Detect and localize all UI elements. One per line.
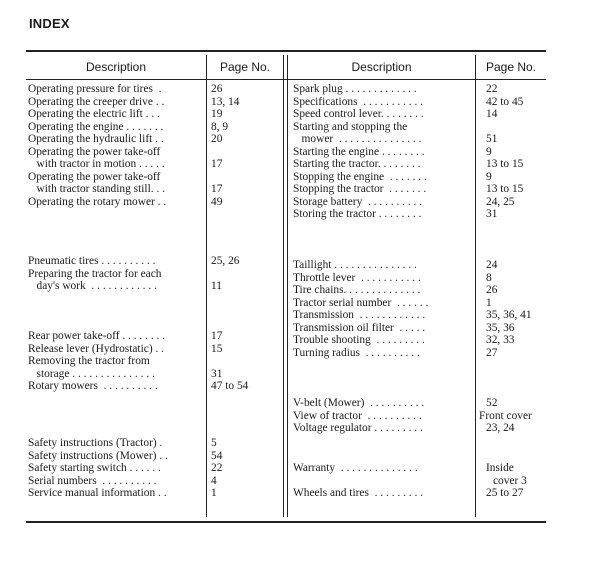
- left-entry-description: storage . . . . . . . . . . . . . . .: [28, 367, 155, 380]
- right-entry-page: 26: [486, 284, 498, 296]
- right-entry-description: Starting the tractor. . . . . . . .: [293, 158, 421, 170]
- left-entry-description: Operating the power take-off: [28, 170, 161, 183]
- right-entry-page: Inside: [486, 462, 514, 474]
- right-entry-description: Tire chains. . . . . . . . . . . . . .: [293, 284, 421, 296]
- left-entry-description: Operating the electric lift . . .: [28, 108, 160, 120]
- column-divider-center-2: [287, 55, 288, 517]
- right-entry-description: Throttle lever . . . . . . . . . . .: [293, 271, 421, 284]
- right-entry-description: Speed control lever. . . . . . . .: [293, 108, 424, 120]
- right-entry-description: Trouble shooting . . . . . . . . .: [293, 334, 425, 346]
- left-entry-page: 47 to 54: [211, 380, 249, 392]
- left-entry-description: Operating the engine . . . . . . .: [28, 120, 164, 133]
- left-entry-page: 22: [211, 462, 223, 474]
- page-title: INDEX: [29, 16, 70, 31]
- right-entry-description: Wheels and tires . . . . . . . . .: [293, 487, 424, 499]
- right-entry-page: 51: [486, 133, 498, 145]
- header-description-left: Description: [85, 60, 147, 74]
- right-entry-page: 32, 33: [486, 334, 515, 346]
- left-entry-page: 54: [211, 449, 223, 462]
- right-entry-page: 24, 25: [486, 195, 515, 208]
- right-entry-description: Tractor serial number . . . . . .: [293, 296, 429, 309]
- left-entry-description: with tractor standing still. . .: [28, 183, 165, 195]
- right-entry-description: View of tractor . . . . . . . . . .: [293, 409, 422, 422]
- right-entry-page: 14: [486, 108, 498, 120]
- left-entry-description: Rear power take-off . . . . . . . .: [28, 330, 166, 342]
- left-entry-description: Rotary mowers . . . . . . . . . .: [28, 380, 158, 392]
- left-entry-description: Pneumatic tires . . . . . . . . . .: [28, 255, 156, 267]
- left-entry-description: Operating the rotary mower . .: [28, 195, 167, 208]
- right-entry-page: Front cover: [479, 409, 532, 422]
- right-entry-description: Transmission oil filter . . . . .: [293, 321, 426, 334]
- left-entry-description: Removing the tractor from: [28, 355, 150, 367]
- right-entry-page: cover 3: [493, 474, 527, 487]
- right-entry-description: Storage battery . . . . . . . . . .: [293, 195, 423, 208]
- left-entry-page: 49: [211, 195, 223, 208]
- right-entry-description: Starting and stopping the: [293, 120, 408, 133]
- left-entry-page: 8, 9: [211, 120, 229, 133]
- right-entry-description: Specifications . . . . . . . . . . .: [293, 95, 424, 108]
- left-entry-page: 15: [211, 342, 223, 355]
- right-entry-page: 1: [486, 296, 492, 309]
- left-entry-description: Safety instructions (Mower) . .: [28, 449, 168, 462]
- left-entry-page: 26: [211, 83, 223, 95]
- table-top-rule: [26, 50, 546, 52]
- left-entry-page: 17: [211, 158, 223, 170]
- left-entry-page: 20: [211, 133, 223, 145]
- left-entry-page: 25, 26: [211, 255, 240, 267]
- left-entry-description: Operating the hydraulic lift . .: [28, 133, 164, 145]
- right-entry-page: 35, 36: [486, 321, 515, 334]
- right-entry-page: 13 to 15: [486, 183, 524, 195]
- right-entry-page: 13 to 15: [486, 158, 524, 170]
- right-entry-page: 42 to 45: [486, 95, 524, 108]
- left-entry-description: Service manual information . .: [28, 487, 167, 499]
- left-entry-description: Safety starting switch . . . . . .: [28, 462, 161, 474]
- right-entry-description: Warranty . . . . . . . . . . . . . .: [293, 462, 418, 474]
- right-entry-description: Taillight . . . . . . . . . . . . . . .: [293, 259, 417, 271]
- left-entry-description: Safety instructions (Tractor) .: [28, 437, 163, 449]
- left-entry-description: Operating the creeper drive . .: [28, 95, 165, 108]
- column-divider-left-page: [206, 55, 207, 517]
- right-entry-page: 9: [486, 145, 492, 158]
- left-entry-description: Operating pressure for tires .: [28, 83, 162, 95]
- left-entry-description: Operating the power take-off: [28, 145, 161, 158]
- left-entry-description: Serial numbers . . . . . . . . . .: [28, 474, 157, 487]
- right-entry-page: 8: [486, 271, 492, 284]
- left-entry-description: day's work . . . . . . . . . . . .: [28, 280, 157, 292]
- left-entry-page: 17: [211, 183, 223, 195]
- left-entry-description: Preparing the tractor for each: [28, 267, 162, 280]
- left-entry-page: 11: [211, 280, 222, 292]
- right-entry-page: 25 to 27: [486, 487, 524, 499]
- header-page-left: Page No.: [219, 60, 271, 74]
- column-divider-right-page: [475, 55, 476, 517]
- right-entry-page: 52: [486, 397, 498, 409]
- left-entry-page: 1: [211, 487, 217, 499]
- left-entry-page: 31: [211, 367, 223, 380]
- left-entry-page: 4: [211, 474, 217, 487]
- left-entry-page: 19: [211, 108, 223, 120]
- right-entry-page: 27: [486, 346, 498, 359]
- right-entry-description: Storing the tractor . . . . . . . .: [293, 208, 422, 220]
- left-entry-page: 17: [211, 330, 223, 342]
- left-entry-page: 13, 14: [211, 95, 240, 108]
- right-entry-page: 35, 36, 41: [486, 309, 532, 321]
- header-page-right: Page No.: [485, 60, 537, 74]
- header-description-right: Description: [351, 60, 412, 74]
- left-entry-page: 5: [211, 437, 217, 449]
- right-entry-description: Turning radius . . . . . . . . . .: [293, 346, 420, 359]
- right-entry-description: Starting the engine . . . . . . . .: [293, 145, 425, 158]
- right-entry-description: Voltage regulator . . . . . . . . .: [293, 422, 423, 434]
- table-bottom-rule: [26, 521, 546, 523]
- right-entry-page: 9: [486, 170, 492, 183]
- right-entry-description: Transmission . . . . . . . . . . . .: [293, 309, 426, 321]
- right-entry-page: 22: [486, 83, 498, 95]
- right-entry-description: Spark plug . . . . . . . . . . . . .: [293, 83, 417, 95]
- column-divider-center: [283, 55, 284, 517]
- right-entry-page: 24: [486, 259, 498, 271]
- right-entry-description: Stopping the tractor . . . . . . .: [293, 183, 427, 195]
- right-entry-description: mower . . . . . . . . . . . . . . .: [293, 133, 422, 145]
- left-entry-description: with tractor in motion . . . . .: [28, 158, 165, 170]
- right-entry-page: 23, 24: [486, 422, 515, 434]
- right-entry-description: V-belt (Mower) . . . . . . . . . .: [293, 397, 425, 409]
- header-bottom-rule: [26, 79, 546, 80]
- right-entry-page: 31: [486, 208, 498, 220]
- right-entry-description: Stopping the engine . . . . . . .: [293, 170, 427, 183]
- left-entry-description: Release lever (Hydrostatic) . .: [28, 342, 164, 355]
